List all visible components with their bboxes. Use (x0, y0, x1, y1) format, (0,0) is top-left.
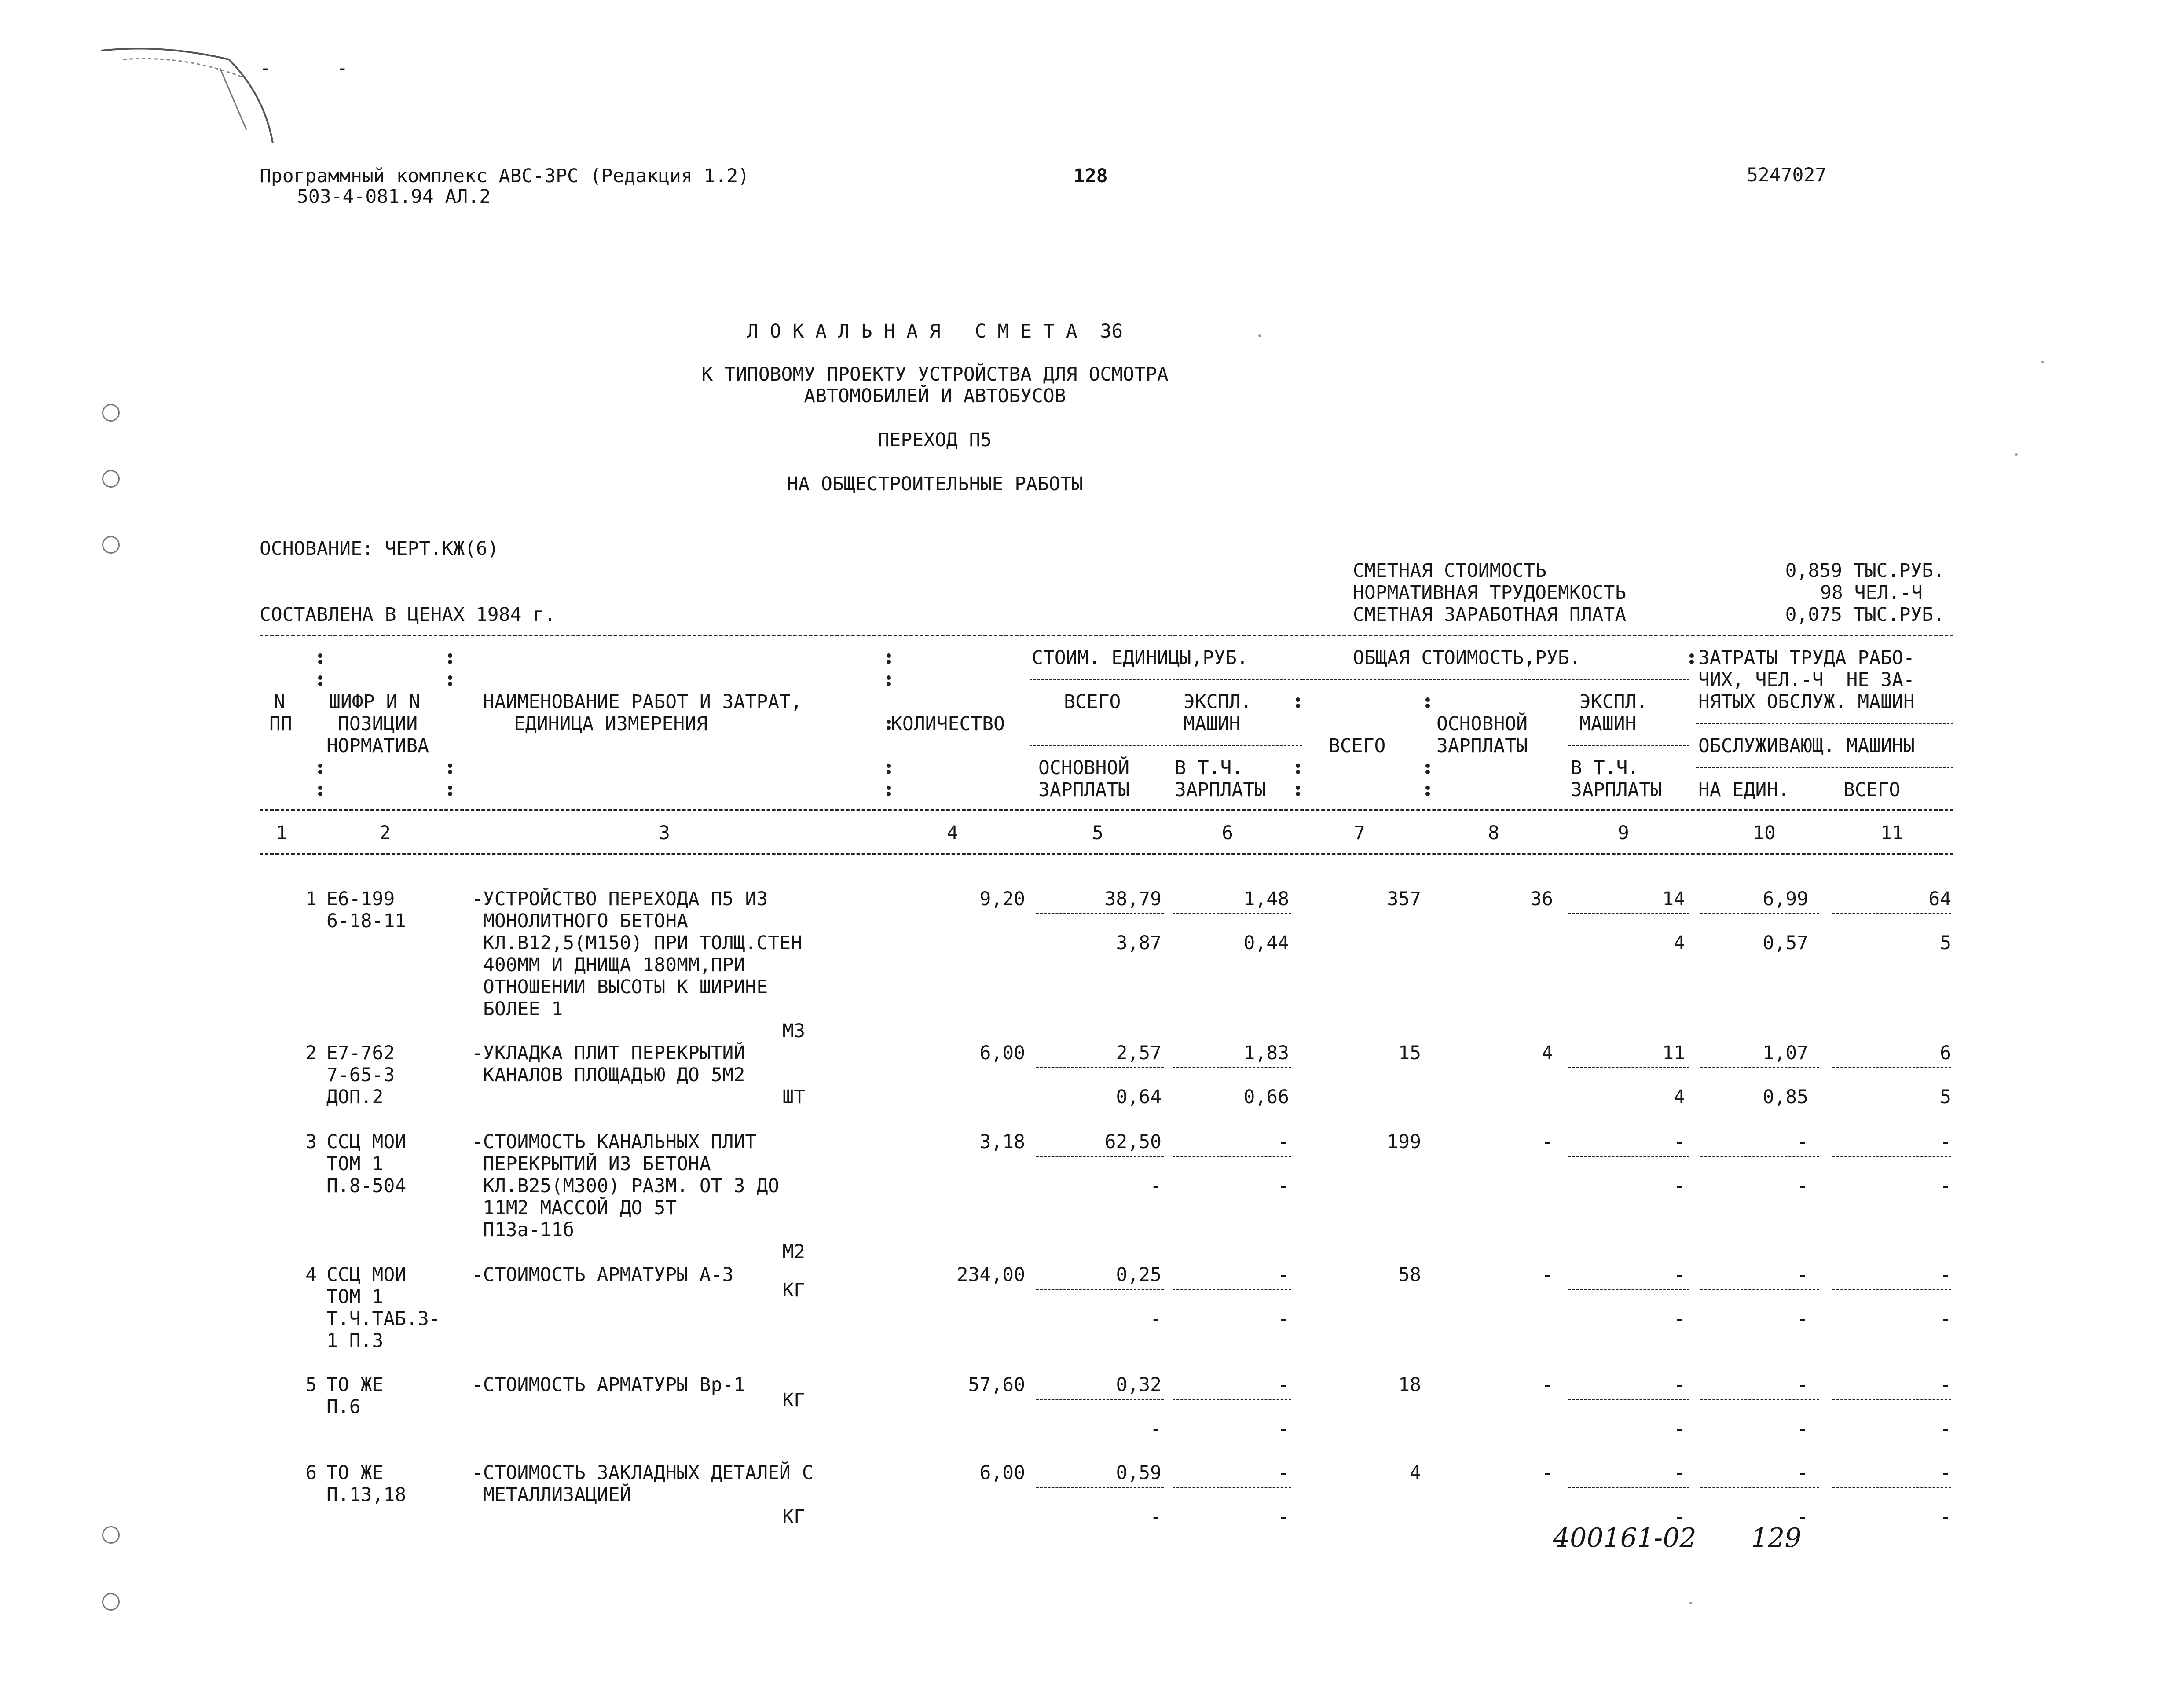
row-value-c11: 6 (1940, 1042, 1951, 1064)
row-value-c7: 58 (1398, 1264, 1421, 1286)
row-value-c7: 199 (1387, 1131, 1421, 1153)
row-name-line: КЛ.В25(М300) РАЗМ. ОТ 3 ДО (483, 1175, 780, 1197)
row-code-line: ССЦ МОИ (326, 1264, 407, 1286)
row-divider (1700, 1289, 1819, 1290)
row-quantity: 6,00 (979, 1462, 1025, 1484)
row-divider (1568, 1156, 1689, 1157)
col-labor-header-2: ЧИХ, ЧЕЛ.-Ч НЕ ЗА- (1698, 669, 1915, 691)
row-wage-c5b: 0,64 (1116, 1086, 1162, 1108)
col-code-header-2: ПОЗИЦИИ (338, 713, 418, 735)
col-labor-header-4: ОБСЛУЖИВАЮЩ. МАШИНЫ (1698, 735, 1915, 757)
row-divider (1568, 1399, 1689, 1400)
row-divider (1832, 1399, 1951, 1400)
col-name-header-1: НАИМЕНОВАНИЕ РАБОТ И ЗАТРАТ, (483, 691, 802, 713)
row-wage-c9b: 4 (1674, 1086, 1685, 1108)
row-divider (1700, 913, 1819, 914)
row-wage-c11b: - (1940, 1308, 1951, 1330)
row-wage-c6b: - (1278, 1506, 1289, 1528)
row-value-c6: - (1278, 1462, 1289, 1484)
row-value-c9: - (1674, 1374, 1685, 1396)
binder-hole (102, 470, 120, 488)
binder-hole (102, 1526, 120, 1544)
column-number-2: 2 (379, 822, 391, 844)
row-wage-c10b: - (1797, 1506, 1808, 1528)
cost-label: СМЕТНАЯ СТОИМОСТЬ (1353, 560, 1547, 582)
row-wage-c10b: 0,57 (1763, 932, 1808, 954)
row-name-line: МОНОЛИТНОГО БЕТОНА (483, 910, 688, 932)
col-qty-header: КОЛИЧЕСТВО (891, 713, 1005, 735)
row-wage-c9b: - (1674, 1506, 1685, 1528)
works-title: НА ОБЩЕСТРОИТЕЛЬНЫЕ РАБОТЫ (787, 473, 1083, 495)
row-unit: КГ (782, 1279, 805, 1301)
row-value-c11: - (1940, 1462, 1951, 1484)
column-number-4: 4 (947, 822, 958, 844)
row-name-line: МЕТАЛЛИЗАЦИЕЙ (483, 1484, 631, 1506)
row-unit: М2 (782, 1241, 805, 1263)
numbers-bottom-rule (260, 853, 1953, 855)
row-divider (1036, 1289, 1164, 1290)
row-code-line: 7-65-3 (326, 1064, 395, 1086)
row-divider (1700, 1487, 1819, 1488)
row-name-line: КАНАЛОВ ПЛОЩАДЬЮ ДО 5М2 (483, 1064, 745, 1086)
row-wage-c5b: - (1150, 1506, 1162, 1528)
row-value-c10: 6,99 (1763, 888, 1808, 910)
col-name-header-2: ЕДИНИЦА ИЗМЕРЕНИЯ (514, 713, 708, 735)
row-value-c11: - (1940, 1374, 1951, 1396)
row-value-c11: - (1940, 1264, 1951, 1286)
document-number: 5247027 (1747, 164, 1827, 186)
row-divider (1036, 1399, 1164, 1400)
row-wage-c6b: 0,66 (1243, 1086, 1289, 1108)
row-value-c8: 4 (1542, 1042, 1553, 1064)
row-value-c6: - (1278, 1264, 1289, 1286)
col-code-header-1: ШИФР И N (329, 691, 421, 713)
row-divider (1173, 1399, 1291, 1400)
row-value-c7: 18 (1398, 1374, 1421, 1396)
row-divider (1036, 1067, 1164, 1068)
row-divider (1036, 913, 1164, 914)
col-all-header: ВСЕГО (1064, 691, 1121, 713)
col-mach-header-2: МАШИН (1184, 713, 1241, 735)
row-value-c5: 38,79 (1104, 888, 1162, 910)
row-code-line: ТО ЖЕ (326, 1462, 384, 1484)
labor-value: 98 ЧЕЛ.-Ч (1820, 582, 1923, 604)
row-unit: КГ (782, 1506, 805, 1528)
section-title: ПЕРЕХОД П5 (878, 429, 992, 451)
row-wage-c5b: - (1150, 1175, 1162, 1197)
col-base-total-header-2: ЗАРПЛАТЫ (1436, 735, 1528, 757)
row-divider (1173, 1289, 1291, 1290)
row-wage-c11b: 5 (1940, 932, 1951, 954)
estimate-subtitle-1: К ТИПОВОМУ ПРОЕКТУ УСТРОЙСТВА ДЛЯ ОСМОТРА (701, 363, 1169, 385)
row-divider (1173, 913, 1291, 914)
row-value-c5: 2,57 (1116, 1042, 1162, 1064)
col-incl-total-header-1: В Т.Ч. (1571, 757, 1639, 779)
row-code-line: П.8-504 (326, 1175, 407, 1197)
row-value-c9: 11 (1662, 1042, 1685, 1064)
row-value-c5: 0,25 (1116, 1264, 1162, 1286)
row-number: 5 (305, 1374, 317, 1396)
row-value-c7: 15 (1398, 1042, 1421, 1064)
row-wage-c11b: 5 (1940, 1086, 1951, 1108)
row-value-c8: - (1542, 1462, 1553, 1484)
row-value-c10: - (1797, 1374, 1808, 1396)
row-name-line: -УКЛАДКА ПЛИТ ПЕРЕКРЫТИЙ (472, 1042, 745, 1064)
column-number-3: 3 (659, 822, 670, 844)
row-wage-c5b: - (1150, 1308, 1162, 1330)
row-quantity: 234,00 (956, 1264, 1025, 1286)
price-base-text: СОСТАВЛЕНА В ЦЕНАХ 1984 г. (260, 604, 556, 626)
row-name-line: -СТОИМОСТЬ КАНАЛЬНЫХ ПЛИТ (472, 1131, 757, 1153)
page-number: 128 (1074, 165, 1108, 187)
wage-label: СМЕТНАЯ ЗАРАБОТНАЯ ПЛАТА (1353, 604, 1627, 626)
row-wage-c5b: - (1150, 1418, 1162, 1440)
column-number-10: 10 (1753, 822, 1776, 844)
row-name-line: -УСТРОЙСТВО ПЕРЕХОДА П5 ИЗ (472, 888, 768, 910)
column-number-5: 5 (1092, 822, 1103, 844)
row-wage-c11b: - (1940, 1506, 1951, 1528)
wage-value: 0,075 ТЫС.РУБ. (1785, 604, 1945, 626)
row-value-c8: 36 (1530, 888, 1553, 910)
column-number-9: 9 (1618, 822, 1629, 844)
col-base-header-1: ОСНОВНОЙ (1038, 757, 1130, 779)
col-labor-header-1: ЗАТРАТЫ ТРУДА РАБО- (1698, 647, 1915, 669)
row-code-line: Е7-762 (326, 1042, 395, 1064)
row-value-c10: 1,07 (1763, 1042, 1808, 1064)
row-quantity: 57,60 (968, 1374, 1025, 1396)
row-wage-c5b: 3,87 (1116, 932, 1162, 954)
row-value-c10: - (1797, 1264, 1808, 1286)
col-base-header-2: ЗАРПЛАТЫ (1038, 779, 1130, 801)
column-number-1: 1 (276, 822, 287, 844)
row-number: 2 (305, 1042, 317, 1064)
row-divider (1568, 913, 1689, 914)
row-value-c10: - (1797, 1131, 1808, 1153)
cost-value: 0,859 ТЫС.РУБ. (1785, 560, 1945, 582)
col-mach-total-header-2: МАШИН (1579, 713, 1637, 735)
row-code-line: П.6 (326, 1396, 361, 1418)
handwritten-page: 129 (1751, 1523, 1802, 1553)
project-code: 503-4-081.94 АЛ.2 (297, 186, 491, 208)
row-name-line: -СТОИМОСТЬ АРМАТУРЫ Вр-1 (472, 1374, 745, 1396)
col-total-all-header: ВСЕГО (1329, 735, 1386, 757)
row-unit: М3 (782, 1020, 805, 1042)
row-value-c10: - (1797, 1462, 1808, 1484)
row-code-line: ТОМ 1 (326, 1286, 384, 1308)
col-labor-all-header: ВСЕГО (1843, 779, 1901, 801)
row-divider (1173, 1487, 1291, 1488)
row-wage-c6b: 0,44 (1243, 932, 1289, 954)
row-wage-c9b: - (1674, 1175, 1685, 1197)
row-divider (1832, 1289, 1951, 1290)
row-value-c8: - (1542, 1374, 1553, 1396)
row-number: 6 (305, 1462, 317, 1484)
col-n-header-2: ПП (269, 713, 292, 735)
row-divider (1568, 1067, 1689, 1068)
col-code-header-3: НОРМАТИВА (326, 735, 429, 757)
col-total-cost-header: ОБЩАЯ СТОИМОСТЬ,РУБ. (1353, 647, 1581, 669)
column-number-11: 11 (1880, 822, 1903, 844)
scan-speck (2041, 361, 2044, 363)
row-divider (1832, 1156, 1951, 1157)
row-value-c5: 62,50 (1104, 1131, 1162, 1153)
row-name-line: 11М2 МАССОЙ ДО 5Т (483, 1197, 677, 1219)
row-divider (1036, 1156, 1164, 1157)
row-value-c6: - (1278, 1374, 1289, 1396)
labor-label: НОРМАТИВНАЯ ТРУДОЕМКОСТЬ (1353, 582, 1627, 604)
row-wage-c9b: - (1674, 1308, 1685, 1330)
corner-stamp-mark (97, 42, 282, 161)
row-divider (1832, 1067, 1951, 1068)
row-value-c6: - (1278, 1131, 1289, 1153)
col-n-header-1: N (274, 691, 285, 713)
col-per-unit-header: НА ЕДИН. (1698, 779, 1790, 801)
row-wage-c11b: - (1940, 1175, 1951, 1197)
row-value-c9: - (1674, 1131, 1685, 1153)
row-divider (1700, 1399, 1819, 1400)
row-code-line: 1 П.3 (326, 1330, 384, 1352)
scan-dash: - (337, 57, 348, 79)
row-value-c6: 1,83 (1243, 1042, 1289, 1064)
row-code-line: ССЦ МОИ (326, 1131, 407, 1153)
row-quantity: 9,20 (979, 888, 1025, 910)
row-name-line: ОТНОШЕНИИ ВЫСОТЫ К ШИРИНЕ (483, 976, 768, 998)
col-mach-total-header-1: ЭКСПЛ. (1579, 691, 1648, 713)
scan-speck (1258, 334, 1261, 337)
row-value-c11: - (1940, 1131, 1951, 1153)
row-value-c11: 64 (1928, 888, 1951, 910)
row-unit: ШТ (782, 1086, 805, 1108)
row-number: 1 (305, 888, 317, 910)
scan-speck (2015, 453, 2018, 456)
scan-speck (1689, 1602, 1692, 1604)
row-divider (1568, 1487, 1689, 1488)
row-wage-c6b: - (1278, 1418, 1289, 1440)
row-value-c9: - (1674, 1264, 1685, 1286)
col-incl-header-1: В Т.Ч. (1175, 757, 1243, 779)
row-name-line: -СТОИМОСТЬ ЗАКЛАДНЫХ ДЕТАЛЕЙ С (472, 1462, 814, 1484)
row-name-line: БОЛЕЕ 1 (483, 998, 563, 1020)
row-divider (1173, 1156, 1291, 1157)
row-wage-c9b: 4 (1674, 932, 1685, 954)
binder-hole (102, 536, 120, 554)
handwritten-reference: 400161-02 (1553, 1523, 1697, 1553)
col-incl-total-header-2: ЗАРПЛАТЫ (1571, 779, 1662, 801)
row-number: 3 (305, 1131, 317, 1153)
row-unit: КГ (782, 1389, 805, 1411)
estimate-subtitle-2: АВТОМОБИЛЕЙ И АВТОБУСОВ (804, 385, 1066, 407)
row-divider (1832, 1487, 1951, 1488)
row-value-c7: 357 (1387, 888, 1421, 910)
row-wage-c6b: - (1278, 1308, 1289, 1330)
row-value-c7: 4 (1410, 1462, 1421, 1484)
row-code-line: 6-18-11 (326, 910, 407, 932)
basis-text: ОСНОВАНИЕ: ЧЕРТ.КЖ(6) (260, 538, 499, 560)
row-value-c5: 0,59 (1116, 1462, 1162, 1484)
row-wage-c9b: - (1674, 1418, 1685, 1440)
row-value-c8: - (1542, 1264, 1553, 1286)
binder-hole (102, 404, 120, 422)
scan-dash: - (260, 57, 271, 79)
program-name: Программный комплекс АВС-3РС (Редакция 1.2) (260, 165, 750, 187)
row-code-line: ТОМ 1 (326, 1153, 384, 1175)
row-value-c5: 0,32 (1116, 1374, 1162, 1396)
row-wage-c10b: - (1797, 1308, 1808, 1330)
row-divider (1173, 1067, 1291, 1068)
row-number: 4 (305, 1264, 317, 1286)
row-name-line: -СТОИМОСТЬ АРМАТУРЫ А-3 (472, 1264, 734, 1286)
row-wage-c10b: 0,85 (1763, 1086, 1808, 1108)
row-divider (1036, 1487, 1164, 1488)
row-wage-c11b: - (1940, 1418, 1951, 1440)
column-number-7: 7 (1354, 822, 1365, 844)
row-wage-c6b: - (1278, 1175, 1289, 1197)
col-unit-cost-header: СТОИМ. ЕДИНИЦЫ,РУБ. (1032, 647, 1248, 669)
row-quantity: 3,18 (979, 1131, 1025, 1153)
table-top-rule (260, 635, 1953, 636)
column-number-8: 8 (1488, 822, 1499, 844)
col-labor-header-3: НЯТЫХ ОБСЛУЖ. МАШИН (1698, 691, 1915, 713)
row-code-line: ДОП.2 (326, 1086, 384, 1108)
row-wage-c10b: - (1797, 1175, 1808, 1197)
row-name-line: ПЕРЕКРЫТИЙ ИЗ БЕТОНА (483, 1153, 711, 1175)
row-code-line: ТО ЖЕ (326, 1374, 384, 1396)
row-value-c9: 14 (1662, 888, 1685, 910)
row-divider (1832, 913, 1951, 914)
row-divider (1700, 1156, 1819, 1157)
binder-hole (102, 1593, 120, 1611)
row-value-c9: - (1674, 1462, 1685, 1484)
header-bottom-rule (260, 809, 1953, 811)
row-name-line: П13а-11б (483, 1219, 575, 1241)
col-base-total-header-1: ОСНОВНОЙ (1436, 713, 1528, 735)
col-incl-header-2: ЗАРПЛАТЫ (1175, 779, 1266, 801)
col-mach-header-1: ЭКСПЛ. (1184, 691, 1252, 713)
row-code-line: Т.Ч.ТАБ.3- (326, 1308, 440, 1330)
row-quantity: 6,00 (979, 1042, 1025, 1064)
row-code-line: П.13,18 (326, 1484, 407, 1506)
row-wage-c10b: - (1797, 1418, 1808, 1440)
row-name-line: 400ММ И ДНИЩА 180ММ,ПРИ (483, 954, 745, 976)
estimate-title: Л О К А Л Ь Н А Я С М Е Т А 36 (747, 320, 1123, 342)
column-number-6: 6 (1222, 822, 1233, 844)
row-divider (1700, 1067, 1819, 1068)
row-value-c8: - (1542, 1131, 1553, 1153)
row-divider (1568, 1289, 1689, 1290)
row-name-line: КЛ.В12,5(М150) ПРИ ТОЛЩ.СТЕН (483, 932, 802, 954)
row-code-line: Е6-199 (326, 888, 395, 910)
row-value-c6: 1,48 (1243, 888, 1289, 910)
